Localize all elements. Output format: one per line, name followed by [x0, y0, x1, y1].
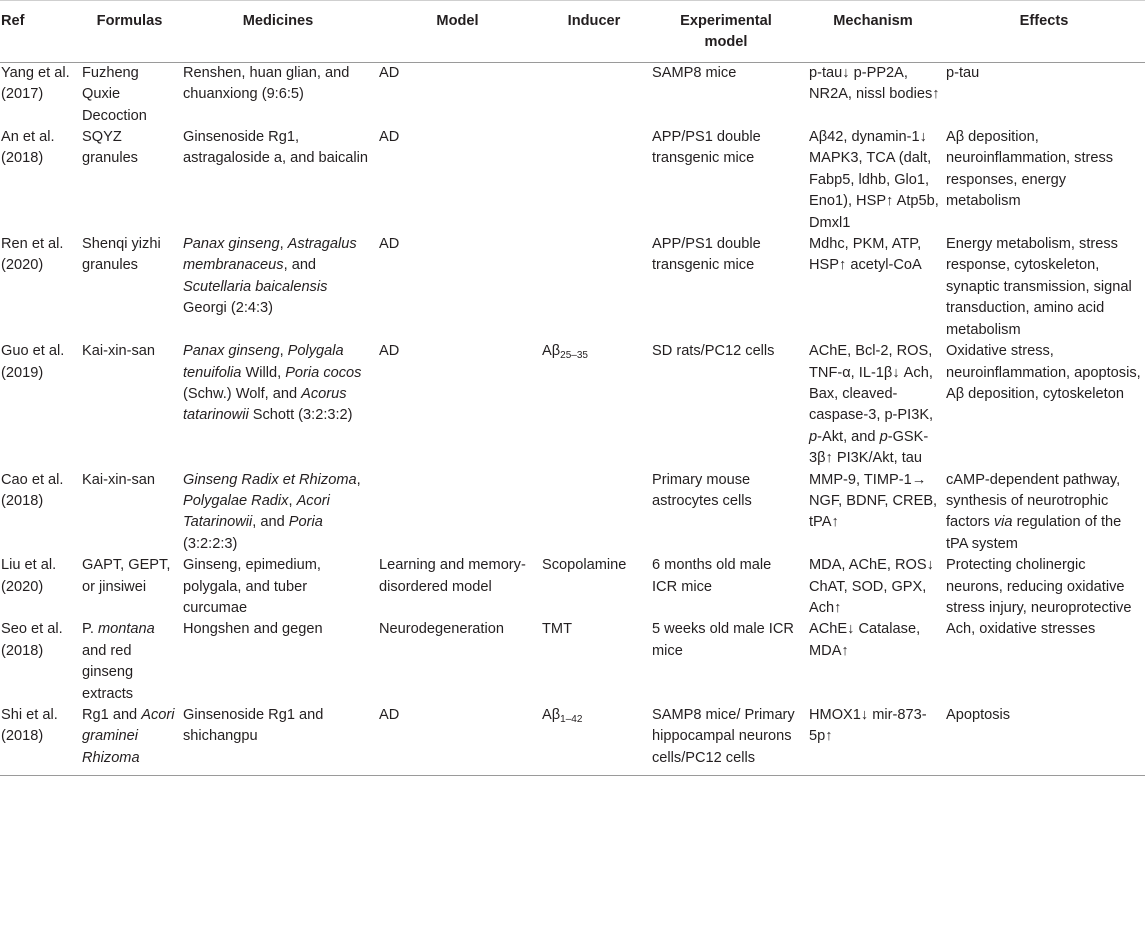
- table-row: [0, 341, 1145, 469]
- cell-experimental-model: 6 months old male ICR mice: [652, 557, 772, 595]
- table-row: [0, 619, 1145, 705]
- table-row: [0, 62, 1145, 127]
- cell-formulas: SQYZ granules: [82, 129, 138, 167]
- cell-experimental-model: SAMP8 mice: [652, 64, 737, 81]
- table-row: [0, 127, 1145, 234]
- cell-formulas: Rg1 and Acori graminei Rhizoma: [79, 705, 180, 776]
- cell-model: AD: [376, 705, 539, 776]
- cell-experimental-model: APP/PS1 double transgenic mice: [652, 236, 761, 274]
- cell-experimental-model: Primary mouse astrocytes cells: [652, 471, 752, 509]
- header-medicines: Medicines: [180, 1, 376, 63]
- cell-experimental-model: SAMP8 mice/ Primary hippocampal neurons cells/PC12 cells: [649, 705, 803, 776]
- cell-inducer: TMT: [542, 621, 572, 638]
- cell-ref: Liu et al. (2020): [1, 557, 57, 595]
- cell-ref: Yang et al. (2017): [1, 64, 70, 103]
- cell-inducer: [539, 234, 649, 341]
- header-experimental-model: Experimental model: [649, 1, 803, 63]
- cell-model: Neurodegeneration: [379, 621, 504, 638]
- cell-experimental-model: 5 weeks old male ICR mice: [652, 621, 794, 659]
- cell-medicines: Ginseng, epimedium, polygala, and tuber curcumae: [183, 557, 321, 616]
- cell-model: AD: [379, 343, 400, 360]
- cell-medicines: Panax ginseng, Astragalus membranaceus, and Scutellaria baicalensis Georgi (2:4:3): [183, 236, 357, 317]
- cell-mechanism: AChE↓ Catalase, MDA↑: [809, 621, 921, 659]
- cell-formulas: Kai-xin-san: [82, 343, 155, 360]
- cell-effects: Aβ deposition, neuroinflammation, stress responses, energy metabolism: [946, 129, 1114, 210]
- table-row: [0, 705, 1145, 776]
- cell-formulas: GAPT, GEPT, or jinsiwei: [82, 557, 171, 595]
- cell-mechanism: p-tau↓ p-PP2A, NR2A, nissl bodies↑: [809, 64, 940, 103]
- cell-medicines: Renshen, huan glian, and chuanxiong (9:6:5): [183, 64, 350, 103]
- cell-mechanism: AChE, Bcl-2, ROS, TNF-α, IL-1β↓ Ach, Bax, cleaved-caspase-3, p-PI3K, p-Akt, and p-GSK-3β↑ PI3K/Akt, tau: [809, 343, 934, 467]
- cell-formulas: Shenqi yizhi granules: [82, 236, 161, 274]
- header-ref: Ref: [0, 1, 79, 63]
- table-row: [0, 234, 1145, 341]
- cell-inducer: [539, 470, 649, 556]
- cell-model: Learning and memory-disordered model: [379, 557, 526, 595]
- cell-model: AD: [379, 129, 400, 146]
- header-effects: Effects: [943, 1, 1145, 63]
- header-mechanism: Mechanism: [803, 1, 943, 63]
- cell-inducer: [539, 127, 649, 234]
- cell-ref: Ren et al. (2020): [1, 236, 64, 274]
- cell-model: AD: [379, 236, 400, 253]
- header-row: [0, 1, 1145, 63]
- cell-effects: Ach, oxidative stresses: [946, 621, 1096, 638]
- table-row: [0, 555, 1145, 619]
- cell-formulas: Fuzheng Quxie Decoction: [82, 64, 147, 124]
- cell-mechanism: HMOX1↓ mir-873-5p↑: [803, 705, 943, 776]
- cell-formulas: Kai-xin-san: [82, 471, 155, 488]
- cell-inducer: [539, 62, 649, 127]
- cell-mechanism: Aβ42, dynamin-1↓ MAPK3, TCA (dalt, Fabp5, ldhb, Glo1, Eno1), HSP↑ Atp5b, Dmxl1: [809, 129, 939, 231]
- cell-effects: p-tau: [946, 64, 980, 81]
- cell-effects: Energy metabolism, stress response, cytoskeleton, synaptic transmission, signal transduction, amino acid metabolism: [946, 236, 1132, 338]
- cell-inducer: $A\beta_{1-42}$: [539, 705, 649, 776]
- cell-effects: Oxidative stress, neuroinflammation, apoptosis, Aβ deposition, cytoskeleton: [946, 343, 1141, 402]
- header-inducer: Inducer: [539, 1, 649, 63]
- cell-mechanism: MMP-9, TIMP-1→ NGF, BDNF, CREB, tPA↑: [809, 471, 938, 531]
- cell-effects: Apoptosis: [943, 705, 1145, 776]
- cell-ref: Seo et al. (2018): [1, 621, 63, 659]
- header-model: Model: [376, 1, 539, 63]
- table-row: [0, 470, 1145, 556]
- cell-effects: Protecting cholinergic neurons, reducing oxidative stress injury, neuroprotective: [946, 557, 1132, 616]
- cell-ref: Shi et al. (2018): [0, 705, 79, 776]
- cell-medicines: Ginsenoside Rg1 and shichangpu: [180, 705, 376, 776]
- cell-ref: Guo et al. (2019): [1, 343, 65, 381]
- cell-model: [376, 470, 539, 556]
- cell-mechanism: MDA, AChE, ROS↓ ChAT, SOD, GPX, Ach↑: [809, 557, 934, 616]
- cell-ref: Cao et al. (2018): [1, 471, 64, 509]
- cell-mechanism: Mdhc, PKM, ATP, HSP↑ acetyl-CoA: [809, 236, 922, 274]
- cell-formulas: P. montana and red ginseng extracts: [82, 621, 155, 702]
- cell-medicines: Ginsenoside Rg1, astragaloside a, and baicalin: [183, 129, 368, 167]
- cell-inducer: Scopolamine: [542, 557, 627, 574]
- cell-inducer: $A\beta_{25-35}$: [542, 343, 588, 362]
- cell-experimental-model: APP/PS1 double transgenic mice: [652, 129, 761, 167]
- cell-medicines: Hongshen and gegen: [183, 621, 323, 638]
- cell-medicines: Ginseng Radix et Rhizoma, Polygalae Radix, Acori Tatarinowii, and Poria (3:2:2:3): [183, 471, 361, 552]
- cell-effects: cAMP-dependent pathway, synthesis of neurotrophic factors via regulation of the tPA system: [946, 471, 1122, 552]
- cell-model: AD: [379, 64, 400, 81]
- cell-ref: An et al. (2018): [1, 129, 55, 167]
- cell-experimental-model: SD rats/PC12 cells: [652, 343, 775, 360]
- cell-medicines: Panax ginseng, Polygala tenuifolia Willd, Poria cocos (Schw.) Wolf, and Acorus tatarinowii Schott (3:2:3:2): [183, 343, 362, 424]
- header-formulas: Formulas: [79, 1, 180, 63]
